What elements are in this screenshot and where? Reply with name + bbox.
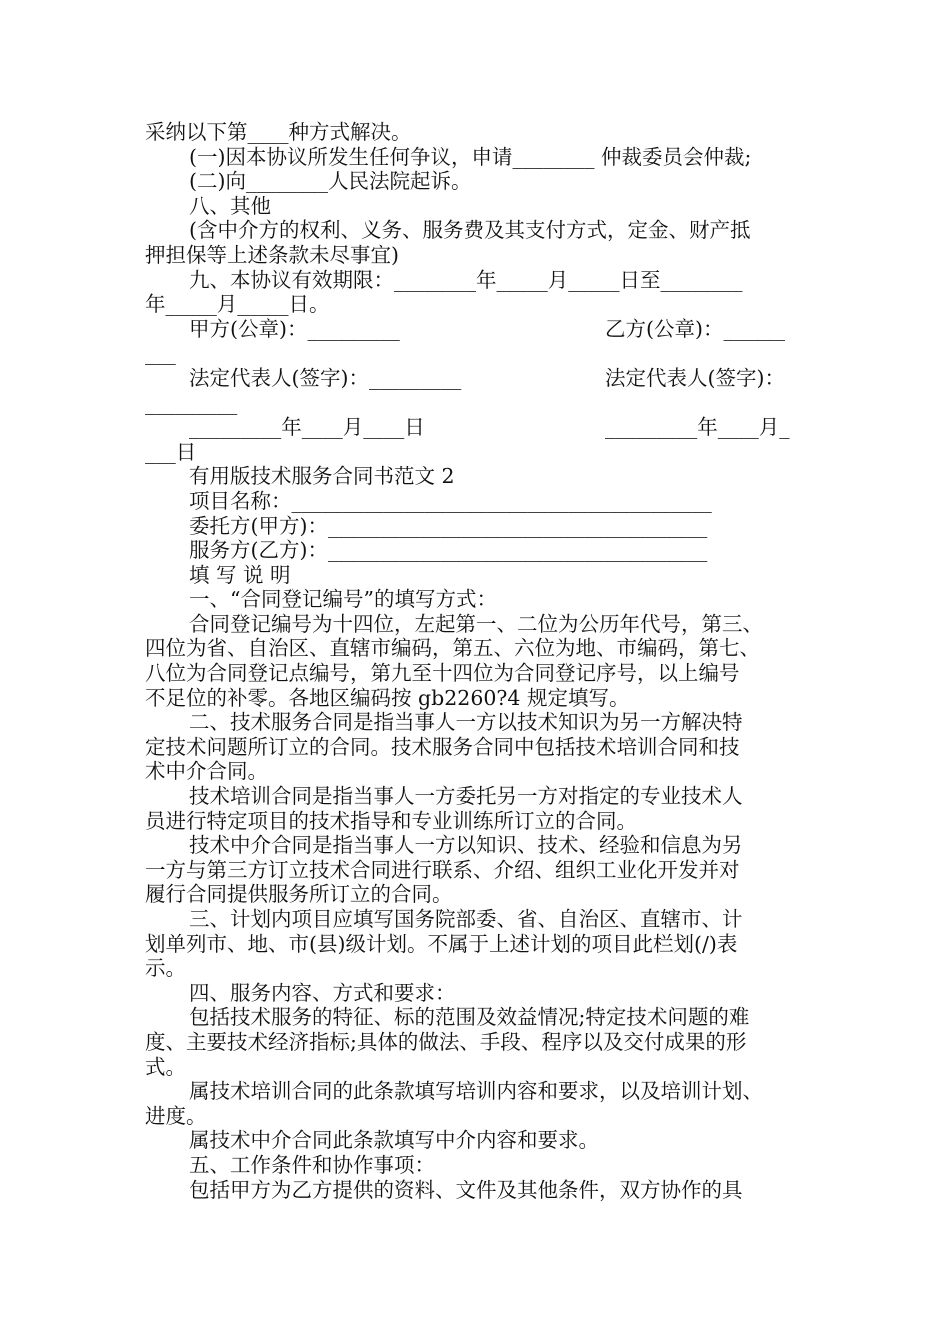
client-field: 委托方(甲方)：_____________________________________ [189, 513, 708, 538]
section-8-title: 八、其他 [189, 193, 271, 218]
party-a-seal: 甲方(公章)：_________ [189, 316, 400, 341]
option-court: (二)向________人民法院起诉。 [189, 169, 472, 194]
instruction-paragraph-cont: 术中介合同。 [145, 759, 268, 784]
party-b-seal-cont: ___ [145, 341, 176, 366]
instruction-paragraph-cont: 员进行特定项目的技术指导和专业训练所订立的合同。 [145, 808, 637, 833]
document-page [145, 120, 815, 1202]
instruction-paragraph-cont: 示。 [145, 956, 186, 981]
date-a: _________年____月____日 [189, 415, 425, 440]
party-b-seal: 乙方(公章)：______ [605, 316, 785, 341]
representative-a: 法定代表人(签字)：_________ [189, 365, 462, 390]
paragraph-method: 采纳以下第____种方式解决。 [145, 120, 412, 144]
representative-b-cont: _________ [145, 390, 238, 415]
instruction-paragraph: 技术中介合同是指当事人一方以知识、技术、经验和信息为另 [189, 833, 743, 858]
instruction-paragraph: 五、工作条件和协作事项： [189, 1152, 435, 1177]
instruction-paragraph-cont: 不足位的补零。各地区编码按 gb2260?4 规定填写。 [145, 685, 630, 710]
instruction-paragraph-cont: 履行合同提供服务所订立的合同。 [145, 882, 453, 907]
section-9-line1: 九、本协议有效期限：________年_____月_____日至________ [189, 267, 743, 292]
instruction-paragraph: 一、“合同登记编号”的填写方式： [189, 587, 497, 612]
instruction-paragraph: 四、服务内容、方式和要求： [189, 980, 456, 1005]
representative-b: 法定代表人(签字)： [605, 365, 785, 390]
section-8-note-line1: (含中介方的权利、义务、服务费及其支付方式，定金、财产抵 [189, 218, 751, 243]
section-8-note-line2: 押担保等上述条款未尽事宜) [145, 242, 399, 267]
instruction-paragraph: 属技术培训合同的此条款填写培训内容和要求，以及培训计划、 [189, 1079, 763, 1104]
option-arbitration: (一)因本协议所发生任何争议，申请________ 仲裁委员会仲裁; [189, 144, 752, 169]
instruction-paragraph-cont: 式。 [145, 1054, 186, 1079]
instruction-paragraph: 属技术中介合同此条款填写中介内容和要求。 [189, 1128, 599, 1153]
project-name-field: 项目名称：_________________________________________ [189, 488, 712, 513]
instruction-paragraph-cont: 八位为合同登记点编号，第九至十四位为合同登记序号，以上编号 [145, 661, 740, 686]
instruction-paragraph-cont: 度、主要技术经济指标;具体的做法、手段、程序以及交付成果的形 [145, 1029, 747, 1054]
instruction-paragraph-cont: 定技术问题所订立的合同。技术服务合同中包括技术培训合同和技 [145, 734, 740, 759]
instructions-title: 填 写 说 明 [189, 562, 291, 587]
instruction-paragraph: 二、技术服务合同是指当事人一方以技术知识为另一方解决特 [189, 710, 743, 735]
instruction-paragraph: 包括技术服务的特征、标的范围及效益情况;特定技术问题的难 [189, 1005, 750, 1030]
provider-field: 服务方(乙方)：_____________________________________ [189, 538, 708, 563]
instruction-paragraph: 技术培训合同是指当事人一方委托另一方对指定的专业技术人 [189, 784, 743, 809]
instruction-paragraph-cont: 四位为省、自治区、直辖市编码，第五、六位为地、市编码，第七、 [145, 636, 760, 661]
instruction-paragraph: 三、计划内项目应填写国务院部委、省、自治区、直辖市、计 [189, 907, 743, 931]
form-title: 有用版技术服务合同书范文 2 [189, 464, 455, 489]
section-9-line2: 年_____月_____日。 [145, 292, 330, 317]
instruction-paragraph: 包括甲方为乙方提供的资料、文件及其他条件，双方协作的具 [189, 1177, 743, 1202]
instruction-paragraph-cont: 一方与第三方订立技术合同进行联系、介绍、组织工业化开发并对 [145, 857, 740, 882]
seal-row [145, 317, 815, 342]
date-b: _________年____月_ [605, 415, 790, 440]
instruction-paragraph-cont: 进度。 [145, 1103, 207, 1128]
instructions-body [145, 587, 815, 1202]
representative-row [145, 366, 815, 391]
date-b-cont: ___日 [145, 439, 197, 464]
instruction-paragraph: 合同登记编号为十四位，左起第一、二位为公历年代号，第三、 [189, 611, 763, 636]
instruction-paragraph-cont: 划单列市、地、市(县)级计划。不属于上述计划的项目此栏划(/)表 [145, 931, 738, 956]
date-row [145, 415, 815, 440]
